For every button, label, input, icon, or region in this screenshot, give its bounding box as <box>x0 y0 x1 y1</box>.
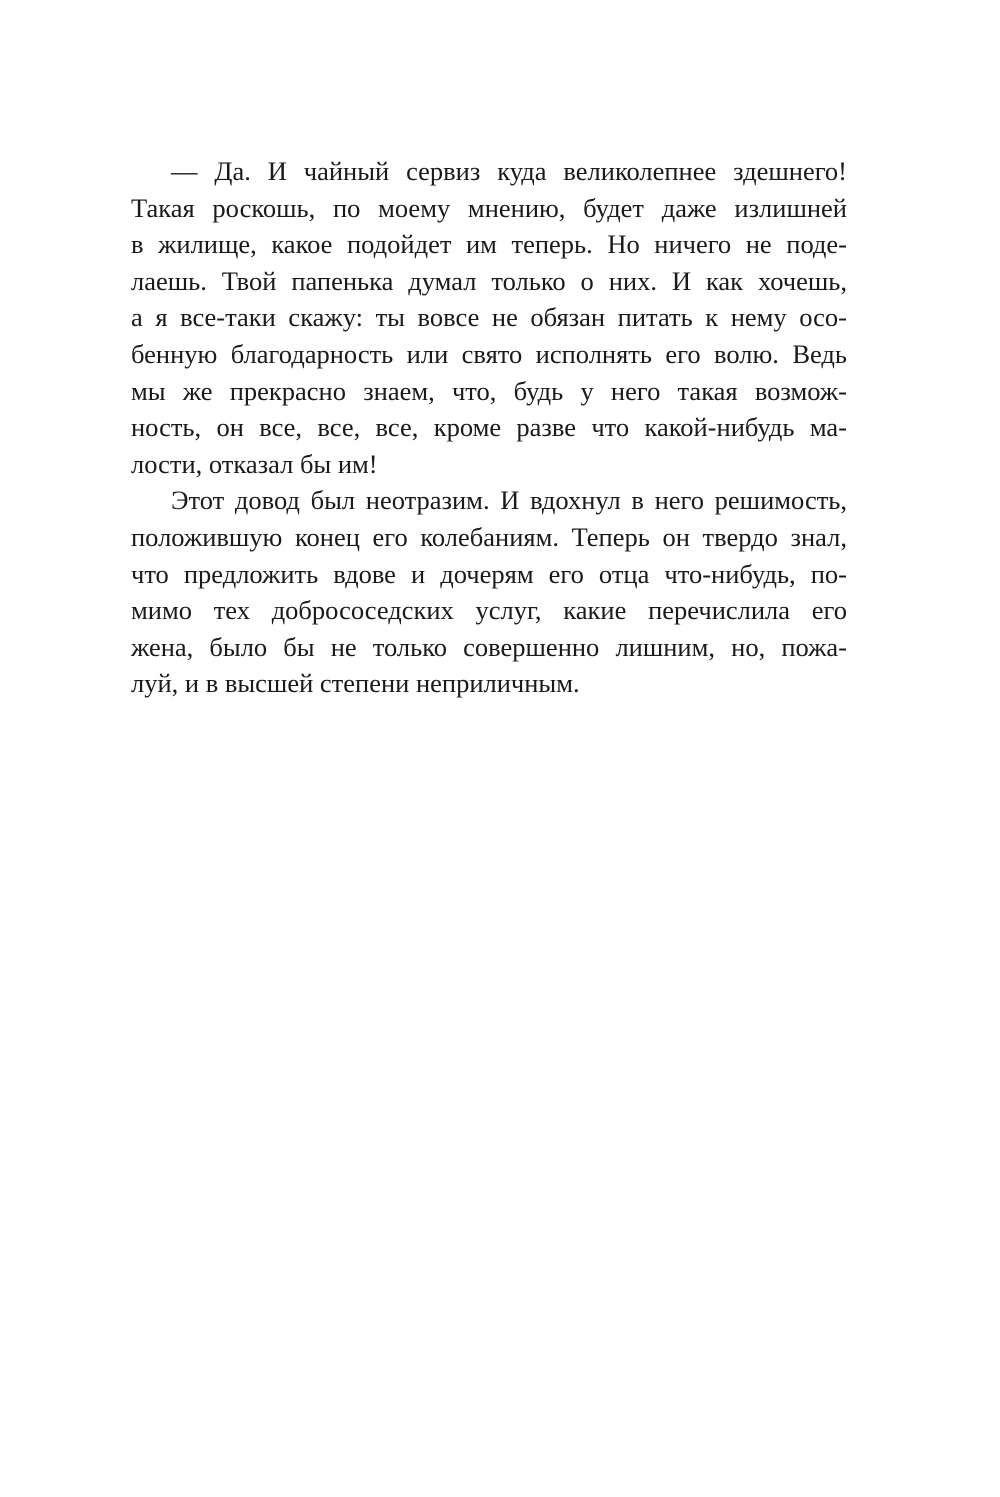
paragraph-2 <box>131 482 847 702</box>
body-text <box>131 153 847 702</box>
text-line: бенную благодарность или свято исполнять его волю. Ведь <box>131 338 847 369</box>
text-line: луй, и в высшей степени неприличным. <box>131 668 580 699</box>
text-line: в жилище, какое подойдет им теперь. Но ничего не поде- <box>131 229 847 260</box>
text-line: мимо тех добрососедских услуг, какие перечислила его <box>131 595 847 626</box>
text-line: мы же прекрасно знаем, что, будь у него такая возмож- <box>131 375 847 406</box>
text-line: положившую конец его колебаниям. Теперь он твердо знал, <box>131 521 847 552</box>
text-line: а я все-таки скажу: ты вовсе не обязан питать к нему осо- <box>131 302 847 333</box>
text-line: жена, было бы не только совершенно лишним, но, пожа- <box>131 631 847 662</box>
text-line: лаешь. Твой папенька думал только о них. И как хочешь, <box>131 265 847 296</box>
text-line: — Да. И чайный сервиз куда великолепнее здешнего! <box>171 156 847 186</box>
text-line: лости, отказал бы им! <box>131 448 378 479</box>
text-line: ность, он все, все, все, кроме разве что какой-нибудь ма- <box>131 412 847 443</box>
paragraph-1 <box>131 153 847 482</box>
text-line: Этот довод был неотразим. И вдохнул в него решимость, <box>171 485 847 516</box>
text-line: что предложить вдове и дочерям его отца что-нибудь, по- <box>131 558 847 589</box>
text-line: Такая роскошь, по моему мнению, будет даже излишней <box>131 192 847 223</box>
